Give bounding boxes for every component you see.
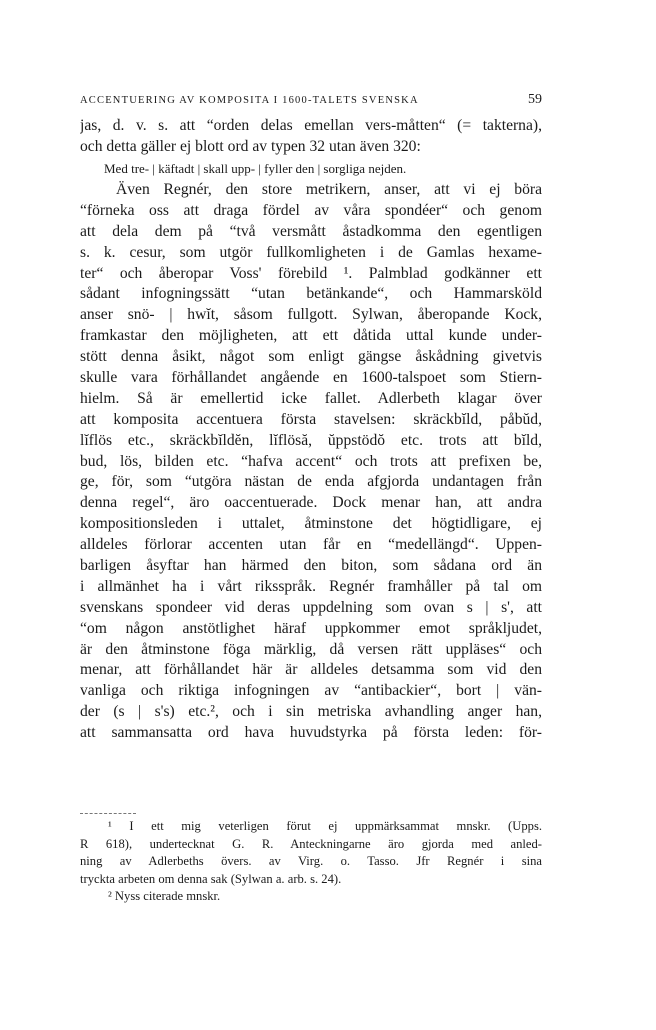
page-number: 59 <box>528 92 542 107</box>
text-line: “förneka oss att draga fördel av våra spondéer“ och genom <box>80 201 542 219</box>
text-line: jas, d. v. s. att “orden delas emellan vers-måtten“ (= takterna), <box>80 117 542 134</box>
text-line: att sammansatta ord hava huvudstyrka på första leden: för- <box>80 724 542 742</box>
footnote-divider <box>80 813 136 814</box>
text-line: att dela dem på “två versmått åstadkomma den egentligen <box>80 222 542 240</box>
text-line: skulle vara förhållandet angående en 1600-talspoet som Stiern- <box>80 369 542 387</box>
text-line: kompositionsleden i uttalet, åtminstone det högtidligare, ej <box>80 515 542 533</box>
text-line: der (s | s's) etc.², och i sin metriska avhandling anger han, <box>80 703 542 721</box>
text-line: sådant infogningssätt “utan betänkande“, och Hammarsköld <box>80 285 542 303</box>
footnote-line: ning av Adlerbeths övers. av Virg. o. Tasso. Jfr Regnér i sina <box>80 854 542 869</box>
text-line: stött denna åsikt, något som enligt gängse åskådning givetvis <box>80 348 542 366</box>
body-text-top <box>80 116 542 158</box>
text-line: är den åtminstone föga märklig, då versen rätt uppläses“ och <box>80 640 542 658</box>
text-line: i allmänhet ha i vårt riksspråk. Regnér framhåller på tal om <box>80 577 542 595</box>
verse-quotation <box>104 160 544 178</box>
text-line: s. k. cesur, som utgör fullkomligheten i de Gamlas hexame- <box>80 243 542 261</box>
text-line: att komposita accentuera första stavelsen: skräckbĭld, påbŭd, <box>80 410 542 428</box>
text-line: svenskans spondeer vid deras uppdelning som ovan s | s', att <box>80 598 542 616</box>
text-line: och detta gäller ej blott ord av typen 32 utan även 320: <box>80 137 421 155</box>
text-line: Även Regnér, den store metrikern, anser, att vi ej böra <box>116 181 542 198</box>
footnote-line: ² Nyss citerade mnskr. <box>108 889 221 904</box>
text-line: “om någon anstötlighet häraf uppkommer emot språkljudet, <box>80 619 542 637</box>
text-line: ter“ och åberopar Voss' förebild ¹. Palmblad godkänner ett <box>80 264 542 282</box>
text-line: vanliga och riktiga infogningen av “antibackier“, bort | vän- <box>80 682 542 700</box>
running-title: ACCENTUERING AV KOMPOSITA I 1600-TALETS SVENSKA <box>80 95 419 106</box>
text-line: barligen åsyftar han härmed den biton, som sådana ord än <box>80 557 542 575</box>
footnote-line: R 618), undertecknat G. R. Anteckningarne äro gjorda med anled- <box>80 836 542 851</box>
text-line: denna regel“, äro oaccentuerade. Dock menar han, att andra <box>80 494 542 512</box>
text-line: bud, lös, bilden etc. “hafva accent“ och trots att prefixen be, <box>80 452 542 470</box>
text-line: menar, att förhållandet här är alldeles detsamma som vid den <box>80 661 542 679</box>
text-line: anser snö- | hwĭt, såsom fullgott. Sylwan, åberopande Kock, <box>80 306 542 324</box>
verse-line: Med tre- | käftadt | skall upp- | fyller den | sorgliga nejden. <box>104 161 407 176</box>
text-line: ge, för, som “utgöra nästan de enda afgjorda undantagen från <box>80 473 542 491</box>
footnotes <box>80 818 542 906</box>
footnote-line: tryckta arbeten om denna sak (Sylwan a. arb. s. 24). <box>80 871 342 886</box>
text-line: framkastar den möjligheten, att ett dåtida uttal kunde under- <box>80 327 542 345</box>
body-text-main <box>80 180 542 744</box>
footnote-line: ¹ I ett mig veterligen förut ej uppmärksammat mnskr. (Upps. <box>108 819 542 833</box>
text-line: lĭflös etc., skräckbĭldĕn, lĭflösă, ŭppstödŏ etc. trots att bĭld, <box>80 431 542 449</box>
text-line: alldeles förlorar accenten utan får en “medellängd“. Uppen- <box>80 536 542 554</box>
running-head <box>80 92 542 112</box>
text-line: hielm. Så är emellertid icke fallet. Adlerbeth klagar över <box>80 389 542 407</box>
